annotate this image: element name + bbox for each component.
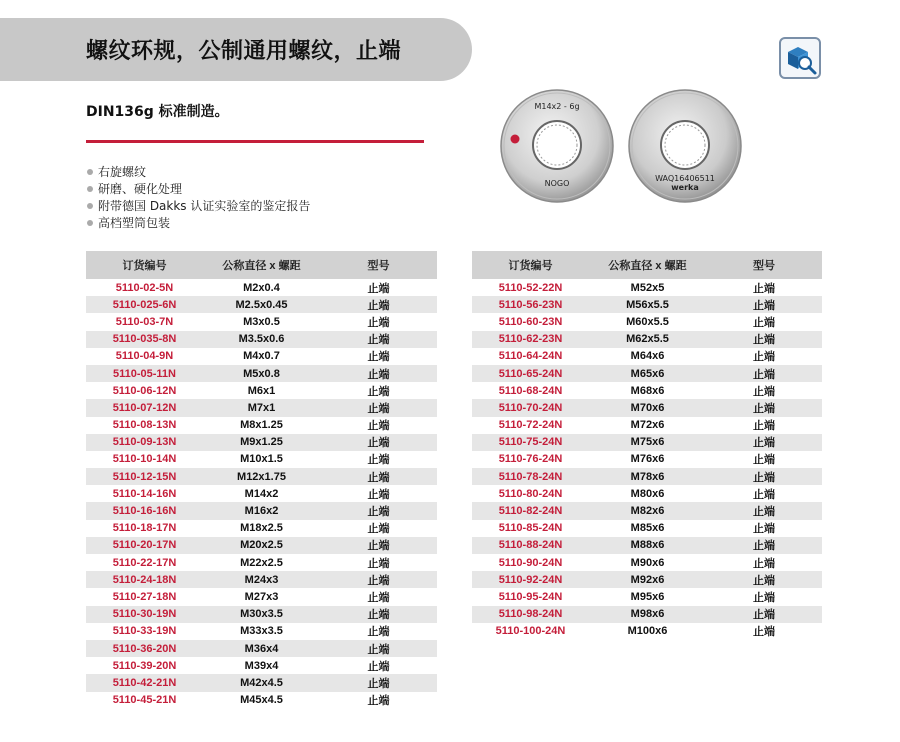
table-row <box>86 296 437 313</box>
gauge-serial-label: WAQ16406511 <box>655 174 715 183</box>
order-number-cell: 5110-12-15N <box>86 468 203 485</box>
table-row <box>86 640 437 657</box>
table-row <box>472 571 822 588</box>
nominal-size-cell: M10x1.5 <box>240 453 283 466</box>
order-number-cell: 5110-100-24N <box>495 625 566 638</box>
table-row <box>472 502 822 519</box>
nominal-size-cell: M70x6 <box>589 399 706 416</box>
nominal-size-cell: M30x3.5 <box>203 606 320 623</box>
order-number-cell: 5110-02-5N <box>115 281 174 294</box>
type-cell: 止端 <box>367 591 390 604</box>
nominal-size-cell: M56x5.5 <box>589 296 706 313</box>
table-row <box>86 657 437 674</box>
type-cell: 止端 <box>320 331 437 348</box>
nominal-size-cell: M88x6 <box>589 537 706 554</box>
order-number-cell: 5110-24-18N <box>86 571 203 588</box>
col-order-number: 订货编号 <box>86 251 203 279</box>
type-cell: 止端 <box>706 537 822 554</box>
type-cell: 止端 <box>367 626 390 639</box>
table-row <box>86 313 437 330</box>
order-number-cell: 5110-78-24N <box>472 468 589 485</box>
order-number-cell: 5110-45-21N <box>112 694 177 707</box>
nominal-size-cell: M3x0.5 <box>243 315 280 328</box>
table-row <box>86 674 437 691</box>
type-cell: 止端 <box>367 695 390 708</box>
order-number-cell: 5110-72-24N <box>498 419 563 432</box>
order-number-cell: 5110-16-16N <box>86 502 203 519</box>
table-row <box>472 554 822 571</box>
gauge-nogo-label: NOGO <box>544 179 570 188</box>
nominal-size-cell: M18x2.5 <box>240 522 283 535</box>
table-row <box>86 623 437 640</box>
order-number-cell: 5110-68-24N <box>498 384 563 397</box>
nominal-size-cell: M20x2.5 <box>203 537 320 554</box>
table-row <box>86 502 437 519</box>
type-cell: 止端 <box>367 454 390 467</box>
table-row <box>86 554 437 571</box>
nominal-size-cell: M12x1.75 <box>203 468 320 485</box>
table-row <box>86 606 437 623</box>
type-cell: 止端 <box>706 571 822 588</box>
nominal-size-cell: M5x0.8 <box>203 365 320 382</box>
col-type: 型号 <box>706 251 822 279</box>
nominal-size-cell: M14x2 <box>244 487 279 500</box>
type-cell: 止端 <box>320 571 437 588</box>
table-row <box>86 520 437 537</box>
table-row <box>86 348 437 365</box>
nominal-size-cell: M4x0.7 <box>243 350 280 363</box>
standard-subtitle: DIN136g 标准制造。 <box>86 104 229 120</box>
type-cell: 止端 <box>706 468 822 485</box>
order-number-cell: 5110-82-24N <box>472 502 589 519</box>
type-cell: 止端 <box>706 296 822 313</box>
plain-ring-gauge-image <box>626 87 744 205</box>
table-row <box>472 485 822 502</box>
table-row <box>472 623 822 640</box>
nominal-size-cell: M8x1.25 <box>240 419 283 432</box>
order-number-cell: 5110-30-19N <box>86 606 203 623</box>
table-row <box>86 434 437 451</box>
table-row <box>472 606 822 623</box>
table-row <box>472 451 822 468</box>
table-row <box>472 434 822 451</box>
table-row <box>472 399 822 416</box>
feature-item: 研磨、硬化处理 <box>86 181 310 198</box>
nominal-size-cell: M42x4.5 <box>203 674 320 691</box>
table-row <box>86 365 437 382</box>
nominal-size-cell: M80x6 <box>630 487 665 500</box>
type-cell: 止端 <box>706 399 822 416</box>
type-cell: 止端 <box>320 502 437 519</box>
table-row <box>472 331 822 348</box>
type-cell: 止端 <box>367 523 390 536</box>
table-row <box>472 296 822 313</box>
nominal-size-cell: M33x3.5 <box>240 625 283 638</box>
type-cell: 止端 <box>753 626 775 639</box>
table-row <box>472 313 822 330</box>
order-number-cell: 5110-90-24N <box>498 556 563 569</box>
order-number-cell: 5110-95-24N <box>498 590 563 603</box>
table-row <box>86 451 437 468</box>
gauge-table-left <box>86 251 437 709</box>
order-number-cell: 5110-07-12N <box>86 399 203 416</box>
type-cell: 止端 <box>320 399 437 416</box>
order-number-cell: 5110-36-20N <box>86 640 203 657</box>
gauge-size-label: M14x2 - 6g <box>534 102 580 111</box>
nominal-size-cell: M78x6 <box>589 468 706 485</box>
order-number-cell: 5110-65-24N <box>472 365 589 382</box>
nominal-size-cell: M95x6 <box>630 590 665 603</box>
order-number-cell: 5110-20-17N <box>86 537 203 554</box>
col-nominal-size: 公称直径 x 螺距 <box>203 251 320 279</box>
nominal-size-cell: M98x6 <box>589 606 706 623</box>
order-number-cell: 5110-06-12N <box>112 384 177 397</box>
nominal-size-cell: M72x6 <box>630 419 665 432</box>
nominal-size-cell: M62x5.5 <box>589 331 706 348</box>
table-row <box>472 279 822 296</box>
table-row <box>472 382 822 399</box>
order-number-cell: 5110-08-13N <box>112 419 177 432</box>
type-cell: 止端 <box>753 282 775 295</box>
order-number-cell: 5110-80-24N <box>498 487 563 500</box>
nominal-size-cell: M90x6 <box>630 556 665 569</box>
order-number-cell: 5110-85-24N <box>498 522 563 535</box>
page-title: 螺纹环规，公制通用螺纹，止端 <box>86 39 402 64</box>
table-row <box>86 588 437 605</box>
order-number-cell: 5110-22-17N <box>112 556 177 569</box>
table-row <box>86 382 437 399</box>
nominal-size-cell: M65x6 <box>589 365 706 382</box>
table-header-row <box>472 251 822 279</box>
order-number-cell: 5110-09-13N <box>86 434 203 451</box>
type-cell: 止端 <box>320 674 437 691</box>
type-cell: 止端 <box>320 640 437 657</box>
nominal-size-cell: M24x3 <box>203 571 320 588</box>
order-number-cell: 5110-52-22N <box>498 281 563 294</box>
nominal-size-cell: M45x4.5 <box>240 694 283 707</box>
nominal-size-cell: M82x6 <box>589 502 706 519</box>
type-cell: 止端 <box>320 434 437 451</box>
type-cell: 止端 <box>367 282 390 295</box>
nominal-size-cell: M7x1 <box>203 399 320 416</box>
type-cell: 止端 <box>320 365 437 382</box>
type-cell: 止端 <box>367 557 390 570</box>
feature-item: 附带德国 Dakks 认证实验室的鉴定报告 <box>86 198 310 215</box>
order-number-cell: 5110-70-24N <box>472 399 589 416</box>
nogo-ring-gauge-image <box>498 87 616 205</box>
order-number-cell: 5110-92-24N <box>472 571 589 588</box>
nominal-size-cell: M52x5 <box>630 281 665 294</box>
nominal-size-cell: M76x6 <box>630 453 665 466</box>
order-number-cell: 5110-98-24N <box>472 606 589 623</box>
order-number-cell: 5110-76-24N <box>498 453 563 466</box>
nominal-size-cell: M2.5x0.45 <box>203 296 320 313</box>
col-order-number: 订货编号 <box>472 251 589 279</box>
type-cell: 止端 <box>753 351 775 364</box>
table-row <box>86 537 437 554</box>
nominal-size-cell: M68x6 <box>630 384 665 397</box>
type-cell: 止端 <box>753 557 775 570</box>
type-cell: 止端 <box>367 488 390 501</box>
order-number-cell: 5110-10-14N <box>112 453 177 466</box>
nominal-size-cell: M39x4 <box>244 659 279 672</box>
table-row <box>86 399 437 416</box>
order-number-cell: 5110-03-7N <box>115 315 174 328</box>
table-row <box>86 468 437 485</box>
accent-divider <box>86 140 424 143</box>
type-cell: 止端 <box>367 385 390 398</box>
type-cell: 止端 <box>753 488 775 501</box>
type-cell: 止端 <box>367 420 390 433</box>
table-row <box>86 331 437 348</box>
table-row <box>472 537 822 554</box>
col-nominal-size: 公称直径 x 螺距 <box>589 251 706 279</box>
type-cell: 止端 <box>753 591 775 604</box>
nominal-size-cell: M92x6 <box>589 571 706 588</box>
order-number-cell: 5110-56-23N <box>472 296 589 313</box>
table-row <box>472 520 822 537</box>
nominal-size-cell: M64x6 <box>630 350 665 363</box>
feature-item: 高档塑筒包装 <box>86 215 310 232</box>
order-number-cell: 5110-27-18N <box>112 590 177 603</box>
order-number-cell: 5110-035-8N <box>86 331 203 348</box>
type-cell: 止端 <box>320 606 437 623</box>
type-cell: 止端 <box>706 331 822 348</box>
table-row <box>86 692 437 709</box>
nominal-size-cell: M6x1 <box>247 384 276 397</box>
type-cell: 止端 <box>753 523 775 536</box>
order-number-cell: 5110-14-16N <box>112 487 177 500</box>
table-row <box>472 588 822 605</box>
order-number-cell: 5110-60-23N <box>498 315 563 328</box>
type-cell: 止端 <box>706 502 822 519</box>
product-search-icon[interactable] <box>779 37 821 79</box>
table-row <box>86 571 437 588</box>
order-number-cell: 5110-75-24N <box>472 434 589 451</box>
table-header-row <box>86 251 437 279</box>
nominal-size-cell: M16x2 <box>203 502 320 519</box>
nominal-size-cell: M36x4 <box>203 640 320 657</box>
feature-list <box>86 164 310 232</box>
table-row <box>86 279 437 296</box>
type-cell: 止端 <box>367 660 390 673</box>
nominal-size-cell: M3.5x0.6 <box>203 331 320 348</box>
type-cell: 止端 <box>320 468 437 485</box>
gauge-table-right <box>472 251 822 640</box>
nominal-size-cell: M100x6 <box>627 625 668 638</box>
nominal-size-cell: M85x6 <box>630 522 665 535</box>
order-number-cell: 5110-025-6N <box>86 296 203 313</box>
table-row <box>86 417 437 434</box>
table-row <box>472 417 822 434</box>
type-cell: 止端 <box>706 365 822 382</box>
table-row <box>86 485 437 502</box>
type-cell: 止端 <box>367 316 390 329</box>
type-cell: 止端 <box>753 420 775 433</box>
feature-item: 右旋螺纹 <box>86 164 310 181</box>
order-number-cell: 5110-62-23N <box>472 331 589 348</box>
gauge-brand-label: werka <box>671 183 699 192</box>
order-number-cell: 5110-39-20N <box>112 659 177 672</box>
type-cell: 止端 <box>753 385 775 398</box>
nominal-size-cell: M2x0.4 <box>243 281 280 294</box>
order-number-cell: 5110-18-17N <box>112 522 177 535</box>
col-type: 型号 <box>320 251 437 279</box>
type-cell: 止端 <box>320 537 437 554</box>
nogo-red-dot <box>511 135 520 144</box>
type-cell: 止端 <box>753 454 775 467</box>
table-row <box>472 348 822 365</box>
nominal-size-cell: M27x3 <box>244 590 279 603</box>
type-cell: 止端 <box>367 351 390 364</box>
nominal-size-cell: M60x5.5 <box>626 315 669 328</box>
order-number-cell: 5110-42-21N <box>86 674 203 691</box>
order-number-cell: 5110-88-24N <box>472 537 589 554</box>
nominal-size-cell: M22x2.5 <box>240 556 283 569</box>
type-cell: 止端 <box>753 316 775 329</box>
order-number-cell: 5110-05-11N <box>86 365 203 382</box>
table-row <box>472 468 822 485</box>
order-number-cell: 5110-33-19N <box>112 625 177 638</box>
order-number-cell: 5110-64-24N <box>498 350 563 363</box>
type-cell: 止端 <box>706 434 822 451</box>
table-row <box>472 365 822 382</box>
type-cell: 止端 <box>320 296 437 313</box>
order-number-cell: 5110-04-9N <box>115 350 174 363</box>
type-cell: 止端 <box>706 606 822 623</box>
nominal-size-cell: M75x6 <box>589 434 706 451</box>
nominal-size-cell: M9x1.25 <box>203 434 320 451</box>
